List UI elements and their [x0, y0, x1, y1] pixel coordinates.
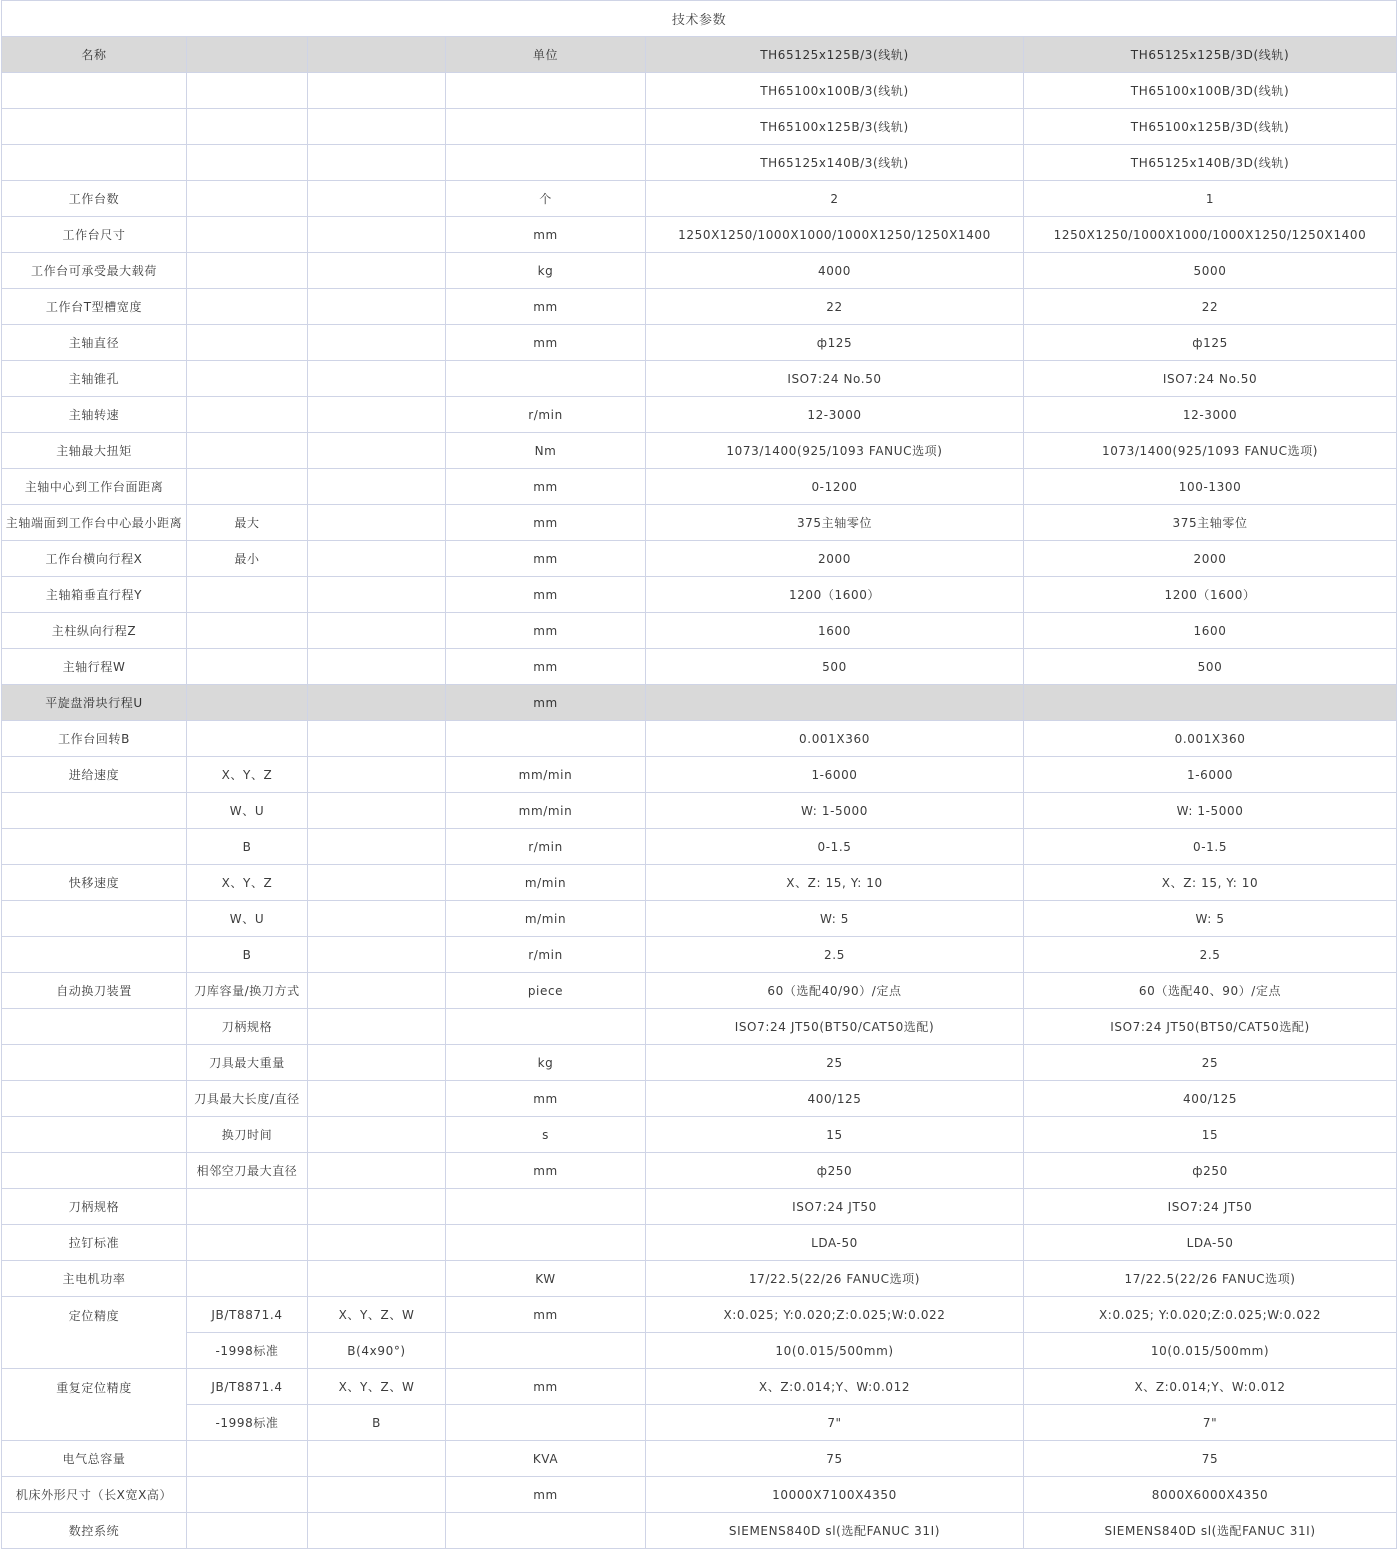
- table-row: [2, 469, 1397, 505]
- unit-cell: [446, 1225, 646, 1261]
- model-1-value: 375主轴零位: [646, 505, 1024, 541]
- model-1-value: 400/125: [646, 1081, 1024, 1117]
- sub-param-2: [308, 1513, 446, 1549]
- param-name: 主轴端面到工作台中心最小距离: [2, 505, 187, 541]
- table-row: [2, 649, 1397, 685]
- sub-param: [187, 1477, 308, 1513]
- sub-param: X、Y、Z: [187, 757, 308, 793]
- table-row: [2, 1513, 1397, 1549]
- model-1-value: 0-1.5: [646, 829, 1024, 865]
- sub-param: 刀库容量/换刀方式: [187, 973, 308, 1009]
- param-name: 主轴最大扭矩: [2, 433, 187, 469]
- param-name: 快移速度: [2, 865, 187, 901]
- table-row: [2, 397, 1397, 433]
- unit-cell: piece: [446, 973, 646, 1009]
- sub-param: B: [187, 829, 308, 865]
- model-2-value: 22: [1024, 289, 1397, 325]
- param-name: [2, 145, 187, 181]
- model-1-value: 60（选配40/90）/定点: [646, 973, 1024, 1009]
- param-name: 主轴锥孔: [2, 361, 187, 397]
- model-2-value: 2.5: [1024, 937, 1397, 973]
- param-name: [2, 901, 187, 937]
- table-row: [2, 253, 1397, 289]
- model-2-value: 100-1300: [1024, 469, 1397, 505]
- unit-cell: KW: [446, 1261, 646, 1297]
- table-row: [2, 1153, 1397, 1189]
- table-row: [2, 901, 1397, 937]
- sub-param: [187, 253, 308, 289]
- model-1-value: W: 5: [646, 901, 1024, 937]
- unit-cell: mm: [446, 1153, 646, 1189]
- model-2-value: X、Z:0.014;Y、W:0.012: [1024, 1369, 1397, 1405]
- table-row: [2, 685, 1397, 721]
- unit-cell: Nm: [446, 433, 646, 469]
- param-name: 工作台T型槽宽度: [2, 289, 187, 325]
- table-row: [2, 829, 1397, 865]
- param-name: [2, 1153, 187, 1189]
- table-row: [2, 1441, 1397, 1477]
- table-row: [2, 577, 1397, 613]
- unit-cell: m/min: [446, 901, 646, 937]
- table-row: [2, 541, 1397, 577]
- sub-param-2: [308, 397, 446, 433]
- sub-param: [187, 109, 308, 145]
- model-1-value: 75: [646, 1441, 1024, 1477]
- table-row: [2, 1369, 1397, 1405]
- sub-param: [187, 721, 308, 757]
- sub-param-2: [308, 613, 446, 649]
- sub-param: [187, 433, 308, 469]
- sub-param: [187, 361, 308, 397]
- model-1-value: X、Z: 15, Y: 10: [646, 865, 1024, 901]
- model-2-value: 400/125: [1024, 1081, 1397, 1117]
- sub-param-2: [308, 109, 446, 145]
- param-name: 工作台可承受最大载荷: [2, 253, 187, 289]
- param-name: [2, 829, 187, 865]
- title-row: [2, 1, 1397, 37]
- sub-param: [187, 181, 308, 217]
- sub-param-2: [308, 577, 446, 613]
- param-name: 拉钉标准: [2, 1225, 187, 1261]
- model-2-value: 10(0.015/500mm): [1024, 1333, 1397, 1369]
- sub-param-2: [308, 685, 446, 721]
- unit-cell: 个: [446, 181, 646, 217]
- unit-cell: KVA: [446, 1441, 646, 1477]
- model-1-value: X、Z:0.014;Y、W:0.012: [646, 1369, 1024, 1405]
- param-name: 工作台数: [2, 181, 187, 217]
- sub-param-2: [308, 1189, 446, 1225]
- unit-cell: mm: [446, 505, 646, 541]
- sub-param-2: [308, 469, 446, 505]
- sub-param-2: [308, 361, 446, 397]
- header-model-2: TH65125x125B/3D(线轨): [1024, 37, 1397, 73]
- model-2-value: 1-6000: [1024, 757, 1397, 793]
- table-row: [2, 1405, 1397, 1441]
- model-2-value: TH65100x125B/3D(线轨): [1024, 109, 1397, 145]
- model-2-value: W: 1-5000: [1024, 793, 1397, 829]
- unit-cell: [446, 1513, 646, 1549]
- sub-param-2: [308, 1153, 446, 1189]
- model-1-value: 1-6000: [646, 757, 1024, 793]
- model-2-value: 0.001X360: [1024, 721, 1397, 757]
- sub-param: [187, 289, 308, 325]
- table-row: [2, 1189, 1397, 1225]
- sub-param: [187, 1225, 308, 1261]
- sub-param-2: [308, 937, 446, 973]
- param-name: 主电机功率: [2, 1261, 187, 1297]
- unit-cell: [446, 1333, 646, 1369]
- unit-cell: mm: [446, 685, 646, 721]
- sub-param-2: [308, 1081, 446, 1117]
- param-name: [2, 1009, 187, 1045]
- unit-cell: mm: [446, 649, 646, 685]
- param-name: 重复定位精度: [2, 1369, 187, 1441]
- sub-param: 刀具最大重量: [187, 1045, 308, 1081]
- table-row: [2, 937, 1397, 973]
- model-1-value: 0.001X360: [646, 721, 1024, 757]
- model-2-value: 7": [1024, 1405, 1397, 1441]
- model-1-value: 0-1200: [646, 469, 1024, 505]
- table-row: [2, 793, 1397, 829]
- param-name: 进给速度: [2, 757, 187, 793]
- model-1-value: 25: [646, 1045, 1024, 1081]
- sub-param: 换刀时间: [187, 1117, 308, 1153]
- sub-param-2: [308, 1477, 446, 1513]
- model-2-value: 17/22.5(22/26 FANUC选项): [1024, 1261, 1397, 1297]
- unit-cell: mm: [446, 1081, 646, 1117]
- sub-param: [187, 613, 308, 649]
- table-row: [2, 973, 1397, 1009]
- sub-param: [187, 1261, 308, 1297]
- sub-param: [187, 1189, 308, 1225]
- table-row: [2, 1117, 1397, 1153]
- sub-param-2: [308, 757, 446, 793]
- model-1-value: ф125: [646, 325, 1024, 361]
- model-2-value: 1250X1250/1000X1000/1000X1250/1250X1400: [1024, 217, 1397, 253]
- unit-cell: mm: [446, 1297, 646, 1333]
- sub-param: [187, 73, 308, 109]
- sub-param: W、U: [187, 793, 308, 829]
- model-1-value: 1600: [646, 613, 1024, 649]
- header-col3: [308, 37, 446, 73]
- model-2-value: [1024, 685, 1397, 721]
- sub-param-2: B(4x90°): [308, 1333, 446, 1369]
- table-row: [2, 505, 1397, 541]
- model-2-value: ISO7:24 No.50: [1024, 361, 1397, 397]
- model-1-value: 2.5: [646, 937, 1024, 973]
- unit-cell: [446, 361, 646, 397]
- sub-param-2: [308, 289, 446, 325]
- param-name: [2, 109, 187, 145]
- table-row: [2, 361, 1397, 397]
- model-2-value: TH65100x100B/3D(线轨): [1024, 73, 1397, 109]
- header-name: 名称: [2, 37, 187, 73]
- table-row: [2, 1261, 1397, 1297]
- sub-param: B: [187, 937, 308, 973]
- model-2-value: 5000: [1024, 253, 1397, 289]
- unit-cell: kg: [446, 253, 646, 289]
- model-1-value: X:0.025; Y:0.020;Z:0.025;W:0.022: [646, 1297, 1024, 1333]
- model-2-value: ISO7:24 JT50: [1024, 1189, 1397, 1225]
- param-name: [2, 73, 187, 109]
- sub-param: [187, 397, 308, 433]
- unit-cell: [446, 1009, 646, 1045]
- unit-cell: s: [446, 1117, 646, 1153]
- unit-cell: r/min: [446, 829, 646, 865]
- param-name: 机床外形尺寸（长X宽X高）: [2, 1477, 187, 1513]
- sub-param-2: X、Y、Z、W: [308, 1297, 446, 1333]
- table-row: [2, 1333, 1397, 1369]
- param-name: 主轴中心到工作台面距离: [2, 469, 187, 505]
- table-row: [2, 289, 1397, 325]
- model-2-value: ф250: [1024, 1153, 1397, 1189]
- sub-param-2: X、Y、Z、W: [308, 1369, 446, 1405]
- sub-param-2: [308, 1225, 446, 1261]
- unit-cell: [446, 73, 646, 109]
- header-col2: [187, 37, 308, 73]
- unit-cell: mm: [446, 325, 646, 361]
- table-row: [2, 1225, 1397, 1261]
- table-row: [2, 613, 1397, 649]
- model-1-value: 1073/1400(925/1093 FANUC选项): [646, 433, 1024, 469]
- table-row: [2, 181, 1397, 217]
- table-row: [2, 1009, 1397, 1045]
- model-2-value: 0-1.5: [1024, 829, 1397, 865]
- model-2-value: X:0.025; Y:0.020;Z:0.025;W:0.022: [1024, 1297, 1397, 1333]
- param-name: 工作台尺寸: [2, 217, 187, 253]
- sub-param-2: [308, 325, 446, 361]
- sub-param: 刀具最大长度/直径: [187, 1081, 308, 1117]
- param-name: 刀柄规格: [2, 1189, 187, 1225]
- sub-param-2: [308, 217, 446, 253]
- standard-line-1: JB/T8871.4: [187, 1297, 308, 1333]
- param-name: [2, 793, 187, 829]
- model-1-value: 7": [646, 1405, 1024, 1441]
- sub-param: [187, 217, 308, 253]
- unit-cell: mm: [446, 469, 646, 505]
- model-1-value: ISO7:24 JT50: [646, 1189, 1024, 1225]
- standard-line-2: -1998标准: [187, 1333, 308, 1369]
- unit-cell: mm: [446, 217, 646, 253]
- unit-cell: [446, 721, 646, 757]
- model-1-value: ISO7:24 JT50(BT50/CAT50选配): [646, 1009, 1024, 1045]
- sub-param: 刀柄规格: [187, 1009, 308, 1045]
- param-name: 数控系统: [2, 1513, 187, 1549]
- model-1-value: 12-3000: [646, 397, 1024, 433]
- param-name: 工作台回转B: [2, 721, 187, 757]
- model-1-value: W: 1-5000: [646, 793, 1024, 829]
- model-2-value: 12-3000: [1024, 397, 1397, 433]
- table-row: [2, 1045, 1397, 1081]
- standard-line-2: -1998标准: [187, 1405, 308, 1441]
- model-2-value: SIEMENS840D sl(选配FANUC 31I): [1024, 1513, 1397, 1549]
- sub-param: [187, 649, 308, 685]
- sub-param: [187, 685, 308, 721]
- model-2-value: LDA-50: [1024, 1225, 1397, 1261]
- sub-param: [187, 1441, 308, 1477]
- sub-param: [187, 145, 308, 181]
- sub-param-2: [308, 793, 446, 829]
- model-2-value: 1600: [1024, 613, 1397, 649]
- table-row: [2, 1081, 1397, 1117]
- model-1-value: 1250X1250/1000X1000/1000X1250/1250X1400: [646, 217, 1024, 253]
- unit-cell: mm: [446, 289, 646, 325]
- unit-cell: [446, 1189, 646, 1225]
- model-2-value: 8000X6000X4350: [1024, 1477, 1397, 1513]
- param-name: 主轴转速: [2, 397, 187, 433]
- model-1-value: 15: [646, 1117, 1024, 1153]
- model-2-value: 375主轴零位: [1024, 505, 1397, 541]
- sub-param: [187, 469, 308, 505]
- model-1-value: ф250: [646, 1153, 1024, 1189]
- model-2-value: 25: [1024, 1045, 1397, 1081]
- table-row: [2, 109, 1397, 145]
- param-name: 主轴行程W: [2, 649, 187, 685]
- table-row: [2, 721, 1397, 757]
- param-name: 工作台横向行程X: [2, 541, 187, 577]
- unit-cell: [446, 145, 646, 181]
- standard-line-1: JB/T8871.4: [187, 1369, 308, 1405]
- table-row: [2, 145, 1397, 181]
- unit-cell: mm: [446, 613, 646, 649]
- sub-param-2: [308, 505, 446, 541]
- sub-param: X、Y、Z: [187, 865, 308, 901]
- model-1-value: 10(0.015/500mm): [646, 1333, 1024, 1369]
- table-row: [2, 73, 1397, 109]
- sub-param-2: [308, 181, 446, 217]
- model-1-value: 1200（1600）: [646, 577, 1024, 613]
- model-1-value: [646, 685, 1024, 721]
- model-2-value: 500: [1024, 649, 1397, 685]
- sub-param-2: [308, 1261, 446, 1297]
- sub-param: [187, 577, 308, 613]
- sub-param-2: [308, 1441, 446, 1477]
- table-row: [2, 1297, 1397, 1333]
- sub-param-2: [308, 901, 446, 937]
- unit-cell: mm/min: [446, 757, 646, 793]
- table-row: [2, 757, 1397, 793]
- table-row: [2, 865, 1397, 901]
- model-1-value: TH65100x100B/3(线轨): [646, 73, 1024, 109]
- param-name: 定位精度: [2, 1297, 187, 1369]
- sub-param-2: [308, 865, 446, 901]
- unit-cell: r/min: [446, 397, 646, 433]
- table-row: [2, 217, 1397, 253]
- sub-param: 最大: [187, 505, 308, 541]
- unit-cell: [446, 1405, 646, 1441]
- unit-cell: m/min: [446, 865, 646, 901]
- sub-param-2: [308, 541, 446, 577]
- sub-param-2: [308, 145, 446, 181]
- model-1-value: LDA-50: [646, 1225, 1024, 1261]
- model-2-value: ф125: [1024, 325, 1397, 361]
- sub-param-2: [308, 1117, 446, 1153]
- model-2-value: 1200（1600）: [1024, 577, 1397, 613]
- sub-param-2: [308, 73, 446, 109]
- model-1-value: TH65100x125B/3(线轨): [646, 109, 1024, 145]
- param-name: 主轴直径: [2, 325, 187, 361]
- table-row: [2, 325, 1397, 361]
- unit-cell: [446, 109, 646, 145]
- model-1-value: 2: [646, 181, 1024, 217]
- table-row: [2, 433, 1397, 469]
- sub-param: [187, 1513, 308, 1549]
- unit-cell: mm: [446, 1369, 646, 1405]
- sub-param-2: [308, 649, 446, 685]
- unit-cell: r/min: [446, 937, 646, 973]
- header-unit: 单位: [446, 37, 646, 73]
- header-row: [2, 37, 1397, 73]
- model-2-value: 60（选配40、90）/定点: [1024, 973, 1397, 1009]
- param-name: [2, 1045, 187, 1081]
- model-1-value: TH65125x140B/3(线轨): [646, 145, 1024, 181]
- model-2-value: W: 5: [1024, 901, 1397, 937]
- unit-cell: mm/min: [446, 793, 646, 829]
- sub-param: [187, 325, 308, 361]
- unit-cell: kg: [446, 1045, 646, 1081]
- sub-param-2: [308, 253, 446, 289]
- model-1-value: SIEMENS840D sl(选配FANUC 31I): [646, 1513, 1024, 1549]
- param-name: 主轴箱垂直行程Y: [2, 577, 187, 613]
- model-1-value: 10000X7100X4350: [646, 1477, 1024, 1513]
- model-1-value: 4000: [646, 253, 1024, 289]
- model-1-value: 17/22.5(22/26 FANUC选项): [646, 1261, 1024, 1297]
- param-name: [2, 1081, 187, 1117]
- model-2-value: 1: [1024, 181, 1397, 217]
- param-name: 主柱纵向行程Z: [2, 613, 187, 649]
- sub-param-2: [308, 973, 446, 1009]
- sub-param-2: [308, 721, 446, 757]
- model-1-value: 2000: [646, 541, 1024, 577]
- header-model-1: TH65125x125B/3(线轨): [646, 37, 1024, 73]
- model-1-value: ISO7:24 No.50: [646, 361, 1024, 397]
- model-2-value: 1073/1400(925/1093 FANUC选项): [1024, 433, 1397, 469]
- sub-param-2: [308, 1045, 446, 1081]
- model-2-value: ISO7:24 JT50(BT50/CAT50选配): [1024, 1009, 1397, 1045]
- unit-cell: mm: [446, 577, 646, 613]
- unit-cell: mm: [446, 541, 646, 577]
- model-2-value: TH65125x140B/3D(线轨): [1024, 145, 1397, 181]
- param-name: [2, 1117, 187, 1153]
- sub-param-2: B: [308, 1405, 446, 1441]
- param-name: 电气总容量: [2, 1441, 187, 1477]
- model-2-value: 15: [1024, 1117, 1397, 1153]
- model-2-value: 75: [1024, 1441, 1397, 1477]
- sub-param-2: [308, 829, 446, 865]
- param-name: 平旋盘滑块行程U: [2, 685, 187, 721]
- table-row: [2, 1477, 1397, 1513]
- spec-table: [1, 0, 1397, 1549]
- model-2-value: 2000: [1024, 541, 1397, 577]
- sub-param-2: [308, 1009, 446, 1045]
- sub-param-2: [308, 433, 446, 469]
- unit-cell: mm: [446, 1477, 646, 1513]
- table-title: 技术参数: [2, 1, 1397, 37]
- sub-param: W、U: [187, 901, 308, 937]
- param-name: [2, 937, 187, 973]
- model-1-value: 22: [646, 289, 1024, 325]
- model-2-value: X、Z: 15, Y: 10: [1024, 865, 1397, 901]
- sub-param: 相邻空刀最大直径: [187, 1153, 308, 1189]
- sub-param: 最小: [187, 541, 308, 577]
- model-1-value: 500: [646, 649, 1024, 685]
- param-name: 自动换刀装置: [2, 973, 187, 1009]
